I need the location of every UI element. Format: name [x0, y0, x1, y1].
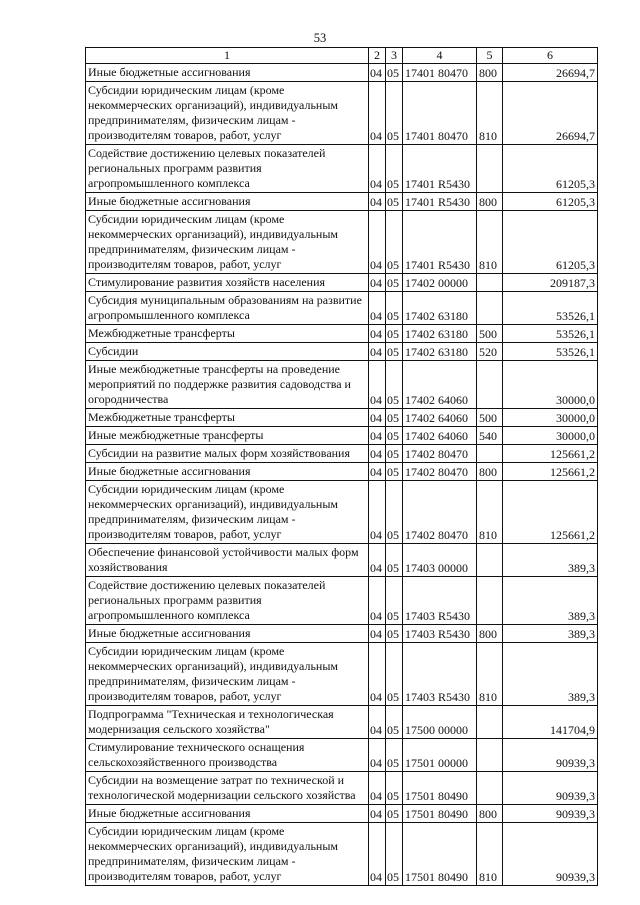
row-vr: [477, 361, 503, 409]
table-row: [86, 325, 598, 343]
row-sum: 125661,2: [503, 445, 598, 463]
row-name: Подпрограмма "Техническая и технологическая модернизация сельского хозяйства": [86, 706, 369, 739]
row-csr: [403, 625, 477, 643]
row-pr: 05: [386, 193, 403, 211]
row-sum: 90939,3: [503, 823, 598, 886]
row-rz: 04: [369, 739, 386, 772]
table-row: [86, 64, 598, 82]
row-csr: [403, 211, 477, 274]
table-row: [86, 292, 598, 325]
row-pr: 05: [386, 805, 403, 823]
row-name: Иные межбюджетные трансферты: [86, 427, 369, 445]
row-sum: 125661,2: [503, 463, 598, 481]
row-vr: 800: [477, 805, 503, 823]
row-csr: [403, 643, 477, 706]
row-rz: 04: [369, 772, 386, 805]
row-pr: 05: [386, 211, 403, 274]
row-csr-part1: 17403: [405, 561, 435, 575]
row-rz: 04: [369, 427, 386, 445]
row-pr: 05: [386, 643, 403, 706]
row-csr: [403, 445, 477, 463]
row-csr-part1: 17402: [405, 528, 435, 542]
table-row: [86, 427, 598, 445]
row-vr: [477, 292, 503, 325]
row-csr: [403, 64, 477, 82]
row-sum: 389,3: [503, 544, 598, 577]
table-row: [86, 481, 598, 544]
row-name: Содействие достижению целевых показателей региональных программ развития агропромышленного комплекса: [86, 577, 369, 625]
row-pr: 05: [386, 343, 403, 361]
row-pr: 05: [386, 292, 403, 325]
row-csr-part2: 64060: [438, 411, 468, 425]
row-name: Стимулирование развития хозяйств населения: [86, 274, 369, 292]
row-csr-part1: 17401: [405, 177, 435, 191]
row-csr-part1: 17500: [405, 723, 435, 737]
page-number: 53: [313, 31, 327, 45]
budget-table: [85, 47, 598, 886]
row-csr: [403, 145, 477, 193]
row-name: Субсидии на развитие малых форм хозяйствования: [86, 445, 369, 463]
table-row: [86, 445, 598, 463]
row-pr: 05: [386, 463, 403, 481]
header-cell: 5: [477, 48, 503, 64]
row-csr-part1: 17402: [405, 309, 435, 323]
header-cell: 2: [369, 48, 386, 64]
row-vr: [477, 739, 503, 772]
row-name: Субсидии на возмещение затрат по технической и технологической модернизации сельского хозяйства: [86, 772, 369, 805]
row-rz: 04: [369, 625, 386, 643]
row-rz: 04: [369, 445, 386, 463]
row-csr-part1: 17402: [405, 447, 435, 461]
row-csr: [403, 193, 477, 211]
row-csr-part1: 17402: [405, 327, 435, 341]
row-name: Субсидии юридическим лицам (кроме некоммерческих организаций), индивидуальным предпринимателям, физическим лицам - производителям товаров, работ, услуг: [86, 643, 369, 706]
table-row: [86, 409, 598, 427]
row-rz: 04: [369, 343, 386, 361]
row-csr-part1: 17501: [405, 756, 435, 770]
row-sum: 389,3: [503, 577, 598, 625]
row-name: Субсидия муниципальным образованиям на развитие агропромышленного комплекса: [86, 292, 369, 325]
row-vr: [477, 577, 503, 625]
row-csr-part1: 17401: [405, 258, 435, 272]
table-row: [86, 274, 598, 292]
table-row: [86, 772, 598, 805]
row-sum: 26694,7: [503, 64, 598, 82]
row-pr: 05: [386, 361, 403, 409]
row-csr-part1: 17401: [405, 66, 435, 80]
row-sum: 389,3: [503, 643, 598, 706]
row-csr-part2: 80470: [438, 66, 468, 80]
row-csr-part2: 63180: [438, 327, 468, 341]
row-name: Межбюджетные трансферты: [86, 325, 369, 343]
row-csr-part1: 17402: [405, 345, 435, 359]
row-csr-part2: R5430: [438, 609, 471, 623]
row-pr: 05: [386, 427, 403, 445]
row-vr: 800: [477, 625, 503, 643]
row-rz: 04: [369, 643, 386, 706]
row-pr: 05: [386, 481, 403, 544]
row-vr: 800: [477, 64, 503, 82]
row-csr-part2: 63180: [438, 345, 468, 359]
row-rz: 04: [369, 706, 386, 739]
row-csr: [403, 481, 477, 544]
row-rz: 04: [369, 823, 386, 886]
row-csr: [403, 292, 477, 325]
row-pr: 05: [386, 64, 403, 82]
row-csr: [403, 82, 477, 145]
row-rz: 04: [369, 577, 386, 625]
row-csr: [403, 409, 477, 427]
row-csr-part2: 80490: [438, 870, 468, 884]
row-vr: [477, 145, 503, 193]
row-csr-part2: 00000: [438, 561, 468, 575]
row-rz: 04: [369, 463, 386, 481]
row-name: Иные бюджетные ассигнования: [86, 64, 369, 82]
table-row: [86, 643, 598, 706]
row-name: Иные бюджетные ассигнования: [86, 463, 369, 481]
row-vr: 810: [477, 823, 503, 886]
row-vr: 800: [477, 463, 503, 481]
row-sum: 389,3: [503, 625, 598, 643]
row-vr: 540: [477, 427, 503, 445]
row-csr-part1: 17402: [405, 465, 435, 479]
row-csr: [403, 544, 477, 577]
row-sum: 61205,3: [503, 193, 598, 211]
row-pr: 05: [386, 409, 403, 427]
row-csr: [403, 739, 477, 772]
table-row: [86, 463, 598, 481]
row-rz: 04: [369, 274, 386, 292]
row-vr: [477, 772, 503, 805]
row-name: Стимулирование технического оснащения сельскохозяйственного производства: [86, 739, 369, 772]
header-cell: 6: [503, 48, 598, 64]
row-csr-part1: 17402: [405, 276, 435, 290]
row-vr: 800: [477, 193, 503, 211]
row-name: Иные бюджетные ассигнования: [86, 625, 369, 643]
row-csr-part1: 17402: [405, 393, 435, 407]
row-sum: 61205,3: [503, 211, 598, 274]
table-row: [86, 805, 598, 823]
row-vr: 810: [477, 211, 503, 274]
row-pr: 05: [386, 706, 403, 739]
row-rz: 04: [369, 292, 386, 325]
row-rz: 04: [369, 805, 386, 823]
row-csr-part2: 80470: [438, 528, 468, 542]
row-vr: 810: [477, 481, 503, 544]
row-name: Иные межбюджетные трансферты на проведение мероприятий по поддержке развития садоводства и огородничества: [86, 361, 369, 409]
row-csr-part1: 17501: [405, 789, 435, 803]
row-vr: 500: [477, 409, 503, 427]
row-csr-part2: R5430: [438, 627, 471, 641]
row-sum: 26694,7: [503, 82, 598, 145]
row-csr-part2: 80490: [438, 807, 468, 821]
row-name: Субсидии: [86, 343, 369, 361]
row-csr: [403, 772, 477, 805]
row-csr-part1: 17403: [405, 690, 435, 704]
row-csr: [403, 325, 477, 343]
row-csr-part2: R5430: [438, 177, 471, 191]
header-cell: 1: [86, 48, 369, 64]
table-row: [86, 211, 598, 274]
row-vr: [477, 544, 503, 577]
row-rz: 04: [369, 193, 386, 211]
row-csr-part1: 17501: [405, 807, 435, 821]
row-vr: [477, 445, 503, 463]
row-csr-part1: 17401: [405, 129, 435, 143]
row-vr: [477, 274, 503, 292]
row-pr: 05: [386, 739, 403, 772]
row-csr-part2: 80470: [438, 447, 468, 461]
row-csr-part1: 17401: [405, 195, 435, 209]
row-pr: 05: [386, 145, 403, 193]
row-sum: 209187,3: [503, 274, 598, 292]
row-name: Межбюджетные трансферты: [86, 409, 369, 427]
row-name: Содействие достижению целевых показателей региональных программ развития агропромышленного комплекса: [86, 145, 369, 193]
row-pr: 05: [386, 772, 403, 805]
row-sum: 125661,2: [503, 481, 598, 544]
row-rz: 04: [369, 361, 386, 409]
row-sum: 53526,1: [503, 343, 598, 361]
row-rz: 04: [369, 145, 386, 193]
table-header-row: [86, 48, 598, 64]
row-vr: 520: [477, 343, 503, 361]
row-csr-part2: R5430: [438, 690, 471, 704]
table-row: [86, 82, 598, 145]
header-cell: 3: [386, 48, 403, 64]
row-sum: 53526,1: [503, 292, 598, 325]
row-csr-part1: 17402: [405, 411, 435, 425]
row-rz: 04: [369, 82, 386, 145]
row-csr: [403, 427, 477, 445]
row-sum: 90939,3: [503, 805, 598, 823]
table-row: [86, 577, 598, 625]
row-rz: 04: [369, 481, 386, 544]
row-vr: [477, 706, 503, 739]
row-sum: 30000,0: [503, 361, 598, 409]
row-pr: 05: [386, 577, 403, 625]
row-pr: 05: [386, 823, 403, 886]
row-pr: 05: [386, 625, 403, 643]
row-csr: [403, 823, 477, 886]
table-row: [86, 361, 598, 409]
row-csr-part1: 17501: [405, 870, 435, 884]
row-sum: 141704,9: [503, 706, 598, 739]
row-pr: 05: [386, 82, 403, 145]
row-csr-part2: 00000: [438, 276, 468, 290]
row-csr-part1: 17402: [405, 429, 435, 443]
table-row: [86, 145, 598, 193]
row-vr: 810: [477, 82, 503, 145]
row-csr-part2: 80470: [438, 129, 468, 143]
row-vr: 810: [477, 643, 503, 706]
row-csr: [403, 361, 477, 409]
table-row: [86, 193, 598, 211]
row-pr: 05: [386, 544, 403, 577]
row-name: Иные бюджетные ассигнования: [86, 805, 369, 823]
row-csr: [403, 706, 477, 739]
row-pr: 05: [386, 445, 403, 463]
row-rz: 04: [369, 544, 386, 577]
row-csr-part2: 64060: [438, 393, 468, 407]
row-csr-part2: 00000: [438, 756, 468, 770]
row-rz: 04: [369, 64, 386, 82]
row-name: Обеспечение финансовой устойчивости малых форм хозяйствования: [86, 544, 369, 577]
row-csr-part2: R5430: [438, 258, 471, 272]
row-vr: 500: [477, 325, 503, 343]
row-csr-part2: 00000: [438, 723, 468, 737]
row-name: Субсидии юридическим лицам (кроме некоммерческих организаций), индивидуальным предпринимателям, физическим лицам - производителям товаров, работ, услуг: [86, 823, 369, 886]
row-csr-part2: 64060: [438, 429, 468, 443]
row-sum: 53526,1: [503, 325, 598, 343]
row-csr-part1: 17403: [405, 627, 435, 641]
row-name: Субсидии юридическим лицам (кроме некоммерческих организаций), индивидуальным предпринимателям, физическим лицам - производителям товаров, работ, услуг: [86, 82, 369, 145]
row-name: Иные бюджетные ассигнования: [86, 193, 369, 211]
table-row: [86, 625, 598, 643]
table-row: [86, 739, 598, 772]
row-sum: 30000,0: [503, 427, 598, 445]
row-csr-part2: 80470: [438, 465, 468, 479]
row-csr-part2: R5430: [438, 195, 471, 209]
row-pr: 05: [386, 325, 403, 343]
row-sum: 30000,0: [503, 409, 598, 427]
row-csr: [403, 343, 477, 361]
row-pr: 05: [386, 274, 403, 292]
row-csr-part2: 80490: [438, 789, 468, 803]
row-sum: 90939,3: [503, 739, 598, 772]
row-csr: [403, 274, 477, 292]
row-csr-part2: 63180: [438, 309, 468, 323]
row-sum: 61205,3: [503, 145, 598, 193]
header-cell: 4: [403, 48, 477, 64]
table-row: [86, 823, 598, 886]
row-name: Субсидии юридическим лицам (кроме некоммерческих организаций), индивидуальным предпринимателям, физическим лицам - производителям товаров, работ, услуг: [86, 211, 369, 274]
row-csr-part1: 17403: [405, 609, 435, 623]
row-rz: 04: [369, 211, 386, 274]
table-row: [86, 706, 598, 739]
row-rz: 04: [369, 409, 386, 427]
table-row: [86, 343, 598, 361]
row-name: Субсидии юридическим лицам (кроме некоммерческих организаций), индивидуальным предпринимателям, физическим лицам - производителям товаров, работ, услуг: [86, 481, 369, 544]
row-sum: 90939,3: [503, 772, 598, 805]
row-csr: [403, 805, 477, 823]
table-row: [86, 544, 598, 577]
row-rz: 04: [369, 325, 386, 343]
row-csr: [403, 577, 477, 625]
row-csr: [403, 463, 477, 481]
